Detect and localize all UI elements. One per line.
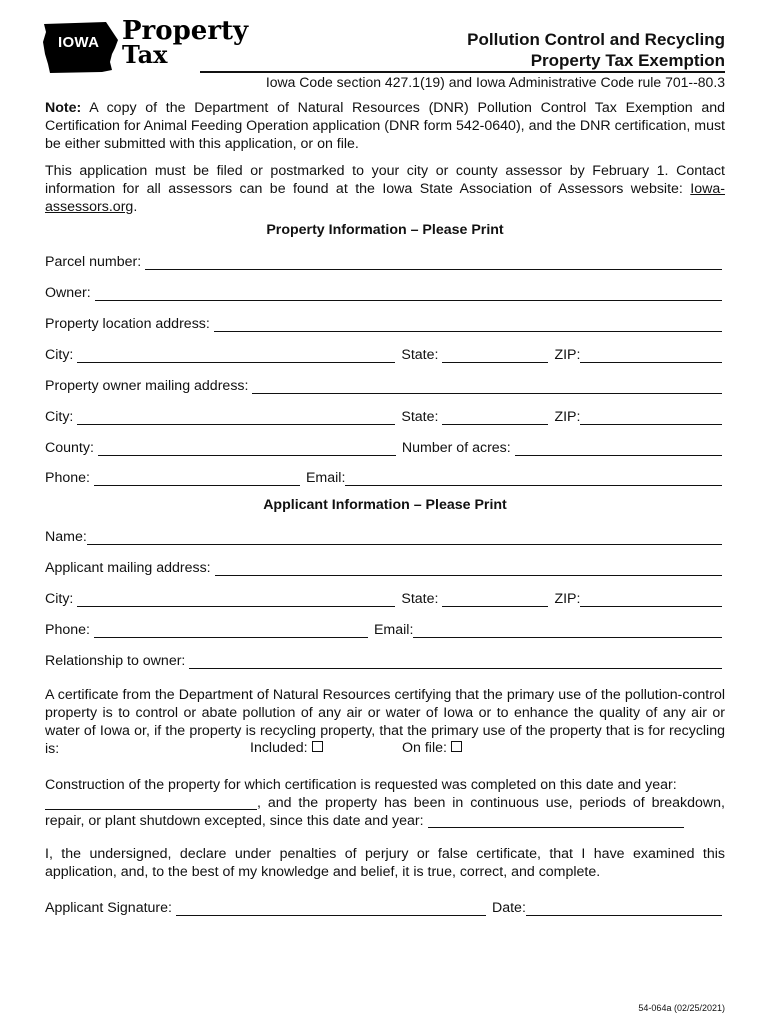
logo-word-tax: Tax [122,40,168,69]
logo-state-text: IOWA [58,34,100,51]
continuous-use-date-field[interactable] [428,814,684,828]
certificate-text: A certificate from the Department of Natural Resources certifying that the primary use of the pollution-control property is to control or abate pollution of any air or water of Iowa or to enhance the quality of any air or water of Iowa or, if the property is recycling property, that the primary use of the property that is for recycling is: [45,687,725,757]
applicant-email-field[interactable] [413,623,722,638]
declaration-paragraph [45,845,725,881]
construction-date-field[interactable] [45,796,257,810]
form-title-line1: Pollution Control and Recycling [467,30,725,49]
applicant-phone-field[interactable] [94,623,368,638]
name-label: Name: [45,529,87,545]
owner-mailing-field[interactable] [252,379,722,394]
declaration-text: I, the undersigned, declare under penalties of perjury or false certificate, that I have examined this application, and, to the best of my knowledge and belief, it is true, correct, and complete. [45,846,725,880]
construction-text-middle: , and the property has been in continuous use, periods of breakdown, repair, or plant shutdown excepted, since this date and year: [45,795,725,829]
owner-field[interactable] [95,286,722,301]
property-phone-row [45,466,722,486]
logo-word-property: Property [122,16,249,46]
property-email-field[interactable] [345,471,722,486]
owner-mailing-row [45,374,722,394]
relationship-label: Relationship to owner: [45,653,186,669]
acres-label: Number of acres: [401,440,511,456]
email-label: Email: [305,470,346,486]
property-zip-field[interactable] [580,348,722,363]
iowa-property-tax-logo [42,16,249,78]
code-reference: Iowa Code section 427.1(19) and Iowa Administrative Code rule 701--80.3 [265,74,725,90]
state-label: State: [401,409,439,425]
construction-text-start: Construction of the property for which certification is requested was completed on this date and year: [45,777,677,793]
applicant-city-row [45,587,722,607]
construction-paragraph [45,776,725,830]
on-file-label: On file: [402,740,447,756]
parcel-number-field[interactable] [145,255,722,270]
note-label: Note: [45,100,82,116]
owner-city-field[interactable] [77,410,395,425]
property-section-heading: Property Information – Please Print [266,222,504,238]
applicant-name-row [45,525,722,545]
signature-label: Applicant Signature: [45,900,172,916]
parcel-row [45,250,722,270]
state-label: State: [401,347,439,363]
relationship-field[interactable] [189,654,722,669]
owner-zip-field[interactable] [580,410,722,425]
included-checkbox[interactable] [312,741,323,752]
owner-mailing-label: Property owner mailing address: [45,378,249,394]
note-paragraph [45,99,725,153]
applicant-city-field[interactable] [77,592,395,607]
relationship-row [45,649,722,669]
acres-field[interactable] [515,441,722,456]
applicant-mailing-row [45,556,722,576]
filing-paragraph [45,162,725,216]
property-location-field[interactable] [214,317,722,332]
property-phone-field[interactable] [94,471,300,486]
owner-row [45,281,722,301]
signature-date-field[interactable] [526,901,722,916]
zip-label: ZIP: [554,409,581,425]
note-text: A copy of the Department of Natural Resources (DNR) Pollution Control Tax Exemption and Certification for Animal Feeding Operation application (DNR form 542-0640), and the DNR certification, must be either submitted with this application, or on file. [45,100,725,152]
owner-city-row [45,405,722,425]
property-city-row [45,343,722,363]
applicant-section-heading: Applicant Information – Please Print [263,497,507,513]
phone-label: Phone: [45,470,90,486]
location-label: Property location address: [45,316,210,332]
applicant-name-field[interactable] [87,530,722,545]
parcel-label: Parcel number: [45,254,142,270]
location-row [45,312,722,332]
applicant-state-field[interactable] [442,592,548,607]
email-label: Email: [373,622,414,638]
form-code: 54-064a (02/25/2021) [638,1003,725,1013]
city-label: City: [45,591,74,607]
header-divider [200,71,725,73]
state-label: State: [401,591,439,607]
applicant-phone-row [45,618,722,638]
county-label: County: [45,440,94,456]
date-label: Date: [491,900,526,916]
on-file-option[interactable] [402,740,462,756]
applicant-zip-field[interactable] [580,592,722,607]
applicant-mailing-label: Applicant mailing address: [45,560,211,576]
county-field[interactable] [98,441,396,456]
included-option[interactable] [250,740,323,756]
applicant-signature-field[interactable] [176,901,486,916]
on-file-checkbox[interactable] [451,741,462,752]
property-state-field[interactable] [442,348,548,363]
certificate-paragraph [45,686,725,758]
owner-label: Owner: [45,285,91,301]
zip-label: ZIP: [554,347,581,363]
city-label: City: [45,409,74,425]
included-label: Included: [250,740,308,756]
assessors-website-link[interactable]: Iowa-assessors.org [45,181,725,215]
property-city-field[interactable] [77,348,395,363]
county-row [45,436,722,456]
phone-label: Phone: [45,622,90,638]
applicant-mailing-field[interactable] [215,561,722,576]
signature-row [45,896,722,916]
filing-text: This application must be filed or postmarked to your city or county assessor by February 1. Contact information for all assessors can be found at the Iowa State Association of Assessors website: [45,163,725,197]
owner-state-field[interactable] [442,410,548,425]
form-title-line2: Property Tax Exemption [530,51,725,70]
zip-label: ZIP: [554,591,581,607]
filing-end: . [133,199,138,215]
city-label: City: [45,347,74,363]
